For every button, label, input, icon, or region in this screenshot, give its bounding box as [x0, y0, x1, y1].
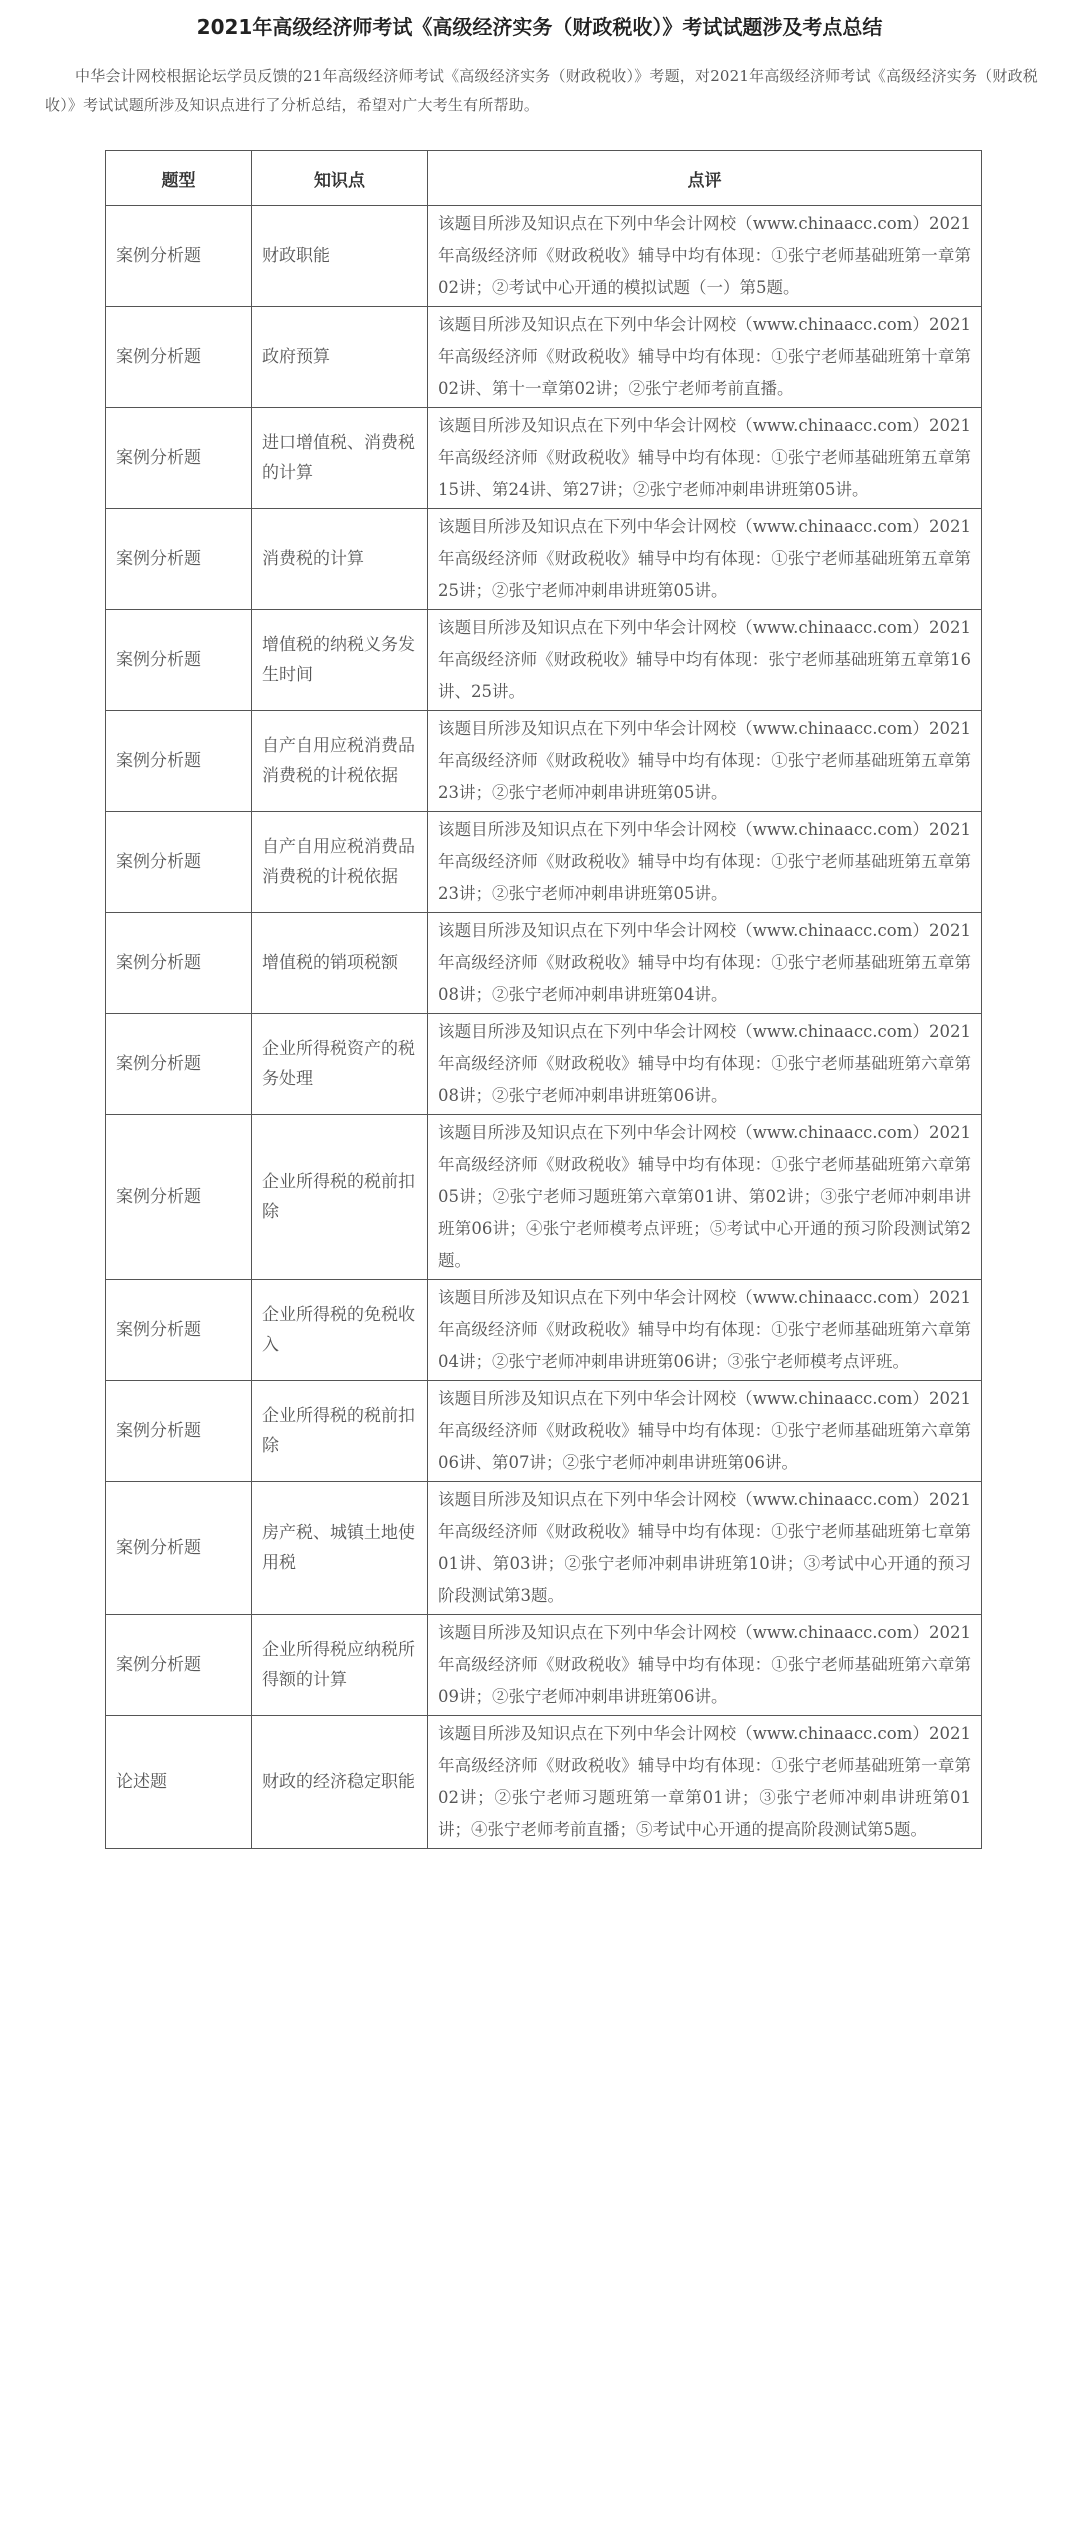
header-knowledge-point: 知识点	[252, 151, 428, 206]
knowledge-point-cell: 企业所得税资产的税务处理	[252, 1014, 428, 1115]
comment-cell: 该题目所涉及知识点在下列中华会计网校（www.chinaacc.com）2021年高级经济师《财政税收》辅导中均有体现：①张宁老师基础班第六章第04讲；②张宁老师冲刺串讲班第06讲；③张宁老师模考点评班。	[428, 1280, 982, 1381]
question-type-cell: 案例分析题	[106, 1280, 252, 1381]
knowledge-point-cell: 政府预算	[252, 307, 428, 408]
page-title: 2021年高级经济师考试《高级经济实务（财政税收）》考试试题涉及考点总结	[196, 15, 883, 39]
knowledge-point-cell: 企业所得税的免税收入	[252, 1280, 428, 1381]
header-question-type: 题型	[106, 151, 252, 206]
table-row	[106, 1381, 982, 1482]
question-type-cell: 案例分析题	[106, 610, 252, 711]
question-type-cell: 案例分析题	[106, 1014, 252, 1115]
question-type-cell: 案例分析题	[106, 1115, 252, 1280]
exam-summary-table	[105, 150, 982, 1849]
table-row	[106, 408, 982, 509]
table-row	[106, 812, 982, 913]
question-type-cell: 案例分析题	[106, 913, 252, 1014]
comment-cell: 该题目所涉及知识点在下列中华会计网校（www.chinaacc.com）2021年高级经济师《财政税收》辅导中均有体现：①张宁老师基础班第六章第05讲；②张宁老师习题班第六章第01讲、第02讲；③张宁老师冲刺串讲班第06讲；④张宁老师模考点评班；⑤考试中心开通的预习阶段测试第2题。	[428, 1115, 982, 1280]
comment-cell: 该题目所涉及知识点在下列中华会计网校（www.chinaacc.com）2021年高级经济师《财政税收》辅导中均有体现：①张宁老师基础班第六章第06讲、第07讲；②张宁老师冲刺串讲班第06讲。	[428, 1381, 982, 1482]
knowledge-point-cell: 房产税、城镇土地使用税	[252, 1482, 428, 1615]
knowledge-point-cell: 企业所得税应纳税所得额的计算	[252, 1615, 428, 1716]
knowledge-point-cell: 增值税的销项税额	[252, 913, 428, 1014]
table-row	[106, 509, 982, 610]
comment-cell: 该题目所涉及知识点在下列中华会计网校（www.chinaacc.com）2021年高级经济师《财政税收》辅导中均有体现：①张宁老师基础班第一章第02讲；②张宁老师习题班第一章第01讲；③张宁老师冲刺串讲班第01讲；④张宁老师考前直播；⑤考试中心开通的提高阶段测试第5题。	[428, 1716, 982, 1849]
table-row	[106, 1115, 982, 1280]
comment-cell: 该题目所涉及知识点在下列中华会计网校（www.chinaacc.com）2021年高级经济师《财政税收》辅导中均有体现：①张宁老师基础班第六章第09讲；②张宁老师冲刺串讲班第06讲。	[428, 1615, 982, 1716]
question-type-cell: 案例分析题	[106, 307, 252, 408]
knowledge-point-cell: 增值税的纳税义务发生时间	[252, 610, 428, 711]
comment-cell: 该题目所涉及知识点在下列中华会计网校（www.chinaacc.com）2021年高级经济师《财政税收》辅导中均有体现：①张宁老师基础班第六章第08讲；②张宁老师冲刺串讲班第06讲。	[428, 1014, 982, 1115]
question-type-cell: 论述题	[106, 1716, 252, 1849]
comment-cell: 该题目所涉及知识点在下列中华会计网校（www.chinaacc.com）2021年高级经济师《财政税收》辅导中均有体现：①张宁老师基础班第五章第08讲；②张宁老师冲刺串讲班第04讲。	[428, 913, 982, 1014]
table-row	[106, 1716, 982, 1849]
question-type-cell: 案例分析题	[106, 206, 252, 307]
comment-cell: 该题目所涉及知识点在下列中华会计网校（www.chinaacc.com）2021年高级经济师《财政税收》辅导中均有体现：①张宁老师基础班第五章第25讲；②张宁老师冲刺串讲班第05讲。	[428, 509, 982, 610]
knowledge-point-cell: 消费税的计算	[252, 509, 428, 610]
comment-cell: 该题目所涉及知识点在下列中华会计网校（www.chinaacc.com）2021年高级经济师《财政税收》辅导中均有体现：①张宁老师基础班第五章第23讲；②张宁老师冲刺串讲班第05讲。	[428, 711, 982, 812]
comment-cell: 该题目所涉及知识点在下列中华会计网校（www.chinaacc.com）2021年高级经济师《财政税收》辅导中均有体现：①张宁老师基础班第十章第02讲、第十一章第02讲；②张宁老师考前直播。	[428, 307, 982, 408]
knowledge-point-cell: 企业所得税的税前扣除	[252, 1115, 428, 1280]
comment-cell: 该题目所涉及知识点在下列中华会计网校（www.chinaacc.com）2021年高级经济师《财政税收》辅导中均有体现：①张宁老师基础班第一章第02讲；②考试中心开通的模拟试题（一）第5题。	[428, 206, 982, 307]
question-type-cell: 案例分析题	[106, 711, 252, 812]
knowledge-point-cell: 进口增值税、消费税的计算	[252, 408, 428, 509]
question-type-cell: 案例分析题	[106, 509, 252, 610]
comment-cell: 该题目所涉及知识点在下列中华会计网校（www.chinaacc.com）2021年高级经济师《财政税收》辅导中均有体现：①张宁老师基础班第七章第01讲、第03讲；②张宁老师冲刺串讲班第10讲；③考试中心开通的预习阶段测试第3题。	[428, 1482, 982, 1615]
knowledge-point-cell: 自产自用应税消费品消费税的计税依据	[252, 812, 428, 913]
table-row	[106, 711, 982, 812]
table-row	[106, 1482, 982, 1615]
knowledge-point-cell: 财政职能	[252, 206, 428, 307]
comment-cell: 该题目所涉及知识点在下列中华会计网校（www.chinaacc.com）2021年高级经济师《财政税收》辅导中均有体现：①张宁老师基础班第五章第23讲；②张宁老师冲刺串讲班第05讲。	[428, 812, 982, 913]
table-row	[106, 610, 982, 711]
question-type-cell: 案例分析题	[106, 1381, 252, 1482]
comment-cell: 该题目所涉及知识点在下列中华会计网校（www.chinaacc.com）2021年高级经济师《财政税收》辅导中均有体现：①张宁老师基础班第五章第15讲、第24讲、第27讲；②张宁老师冲刺串讲班第05讲。	[428, 408, 982, 509]
table-header-row	[106, 151, 982, 206]
table-row	[106, 206, 982, 307]
question-type-cell: 案例分析题	[106, 1482, 252, 1615]
table-row	[106, 307, 982, 408]
table-row	[106, 1014, 982, 1115]
knowledge-point-cell: 自产自用应税消费品消费税的计税依据	[252, 711, 428, 812]
knowledge-point-cell: 企业所得税的税前扣除	[252, 1381, 428, 1482]
question-type-cell: 案例分析题	[106, 1615, 252, 1716]
table-row	[106, 1280, 982, 1381]
table-body	[106, 206, 982, 1849]
knowledge-point-cell: 财政的经济稳定职能	[252, 1716, 428, 1849]
comment-cell: 该题目所涉及知识点在下列中华会计网校（www.chinaacc.com）2021年高级经济师《财政税收》辅导中均有体现：张宁老师基础班第五章第16讲、25讲。	[428, 610, 982, 711]
intro-paragraph: 中华会计网校根据论坛学员反馈的21年高级经济师考试《高级经济实务（财政税收）》考题，对2021年高级经济师考试《高级经济实务（财政税收）》考试试题所涉及知识点进行了分析总结，希望对广大考生有所帮助。	[45, 67, 1038, 114]
question-type-cell: 案例分析题	[106, 408, 252, 509]
question-type-cell: 案例分析题	[106, 812, 252, 913]
header-comment: 点评	[428, 151, 982, 206]
table-row	[106, 913, 982, 1014]
table-row	[106, 1615, 982, 1716]
